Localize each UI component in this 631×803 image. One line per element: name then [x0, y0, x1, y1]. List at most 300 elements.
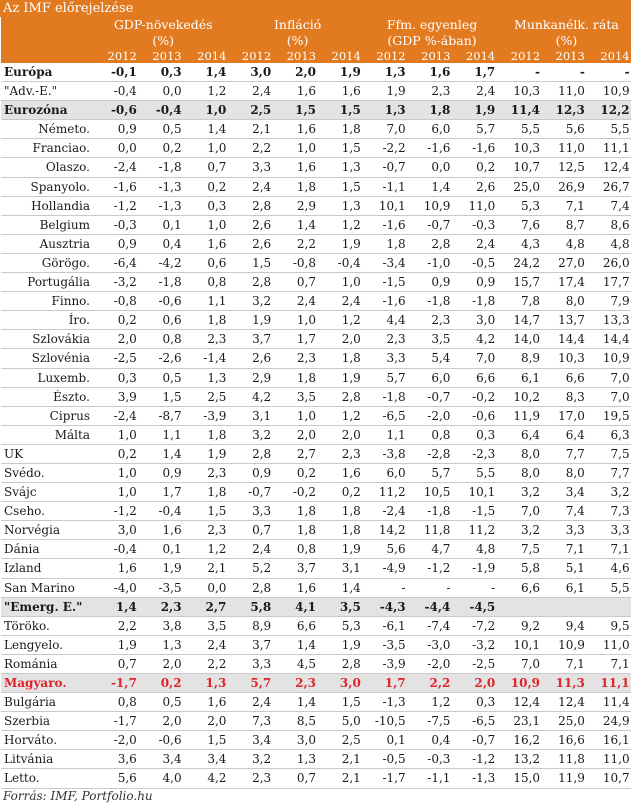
- value-cell: 1,2: [320, 311, 365, 330]
- value-cell: 4,3: [499, 234, 544, 253]
- table-row: [1, 769, 631, 788]
- row-label: Szlovénia: [1, 349, 96, 368]
- value-cell: 1,0: [186, 101, 231, 120]
- value-cell: 10,9: [410, 196, 455, 215]
- value-cell: 1,3: [141, 635, 186, 654]
- value-cell: 0,6: [186, 253, 231, 272]
- value-cell: 3,7: [230, 330, 275, 349]
- table-row: [1, 750, 631, 769]
- value-cell: 2,3: [410, 82, 455, 101]
- value-cell: -0,4: [141, 502, 186, 521]
- value-cell: 2,1: [320, 750, 365, 769]
- table-row: [1, 120, 631, 139]
- value-cell: 2,3: [186, 463, 231, 482]
- value-cell: 12,4: [499, 693, 544, 712]
- value-cell: 1,4: [320, 578, 365, 597]
- value-cell: 14,0: [499, 330, 544, 349]
- value-cell: 19,5: [589, 406, 631, 425]
- value-cell: -1,8: [141, 273, 186, 292]
- value-cell: [544, 597, 589, 616]
- value-cell: -1,8: [141, 158, 186, 177]
- value-cell: 26,0: [589, 253, 631, 272]
- value-cell: 1,3: [275, 750, 320, 769]
- value-cell: 2,6: [230, 234, 275, 253]
- value-cell: -6,5: [454, 712, 499, 731]
- value-cell: -: [544, 63, 589, 82]
- value-cell: 2,0: [320, 330, 365, 349]
- value-cell: 2,4: [320, 292, 365, 311]
- value-cell: -2,4: [365, 502, 410, 521]
- value-cell: 3,2: [499, 521, 544, 540]
- value-cell: 2,4: [230, 177, 275, 196]
- value-cell: 17,4: [544, 273, 589, 292]
- value-cell: 1,4: [141, 444, 186, 463]
- value-cell: 2,0: [320, 425, 365, 444]
- value-cell: 10,7: [499, 158, 544, 177]
- value-cell: -0,3: [454, 215, 499, 234]
- value-cell: 7,5: [499, 540, 544, 559]
- value-cell: 0,1: [365, 731, 410, 750]
- value-cell: 1,8: [275, 177, 320, 196]
- value-cell: 0,8: [275, 540, 320, 559]
- value-cell: -1,8: [365, 387, 410, 406]
- value-cell: 2,8: [320, 654, 365, 673]
- value-cell: 0,0: [186, 578, 231, 597]
- value-cell: -10,5: [365, 712, 410, 731]
- value-cell: 0,0: [410, 158, 455, 177]
- group-header-line: Infláció: [273, 17, 322, 32]
- value-cell: 9,5: [589, 616, 631, 635]
- value-cell: 3,0: [96, 521, 141, 540]
- value-cell: -2,8: [410, 444, 455, 463]
- value-cell: 1,0: [186, 215, 231, 234]
- value-cell: -1,3: [141, 177, 186, 196]
- year-header: 2014: [589, 49, 631, 63]
- value-cell: 4,2: [186, 769, 231, 788]
- value-cell: -7,5: [410, 712, 455, 731]
- value-cell: 16,6: [544, 731, 589, 750]
- value-cell: 1,9: [186, 444, 231, 463]
- value-cell: 1,4: [186, 63, 231, 82]
- value-cell: 2,2: [186, 654, 231, 673]
- value-cell: 1,3: [186, 368, 231, 387]
- value-cell: -3,2: [96, 273, 141, 292]
- value-cell: 5,7: [365, 368, 410, 387]
- value-cell: 4,0: [141, 769, 186, 788]
- value-cell: 14,4: [589, 330, 631, 349]
- value-cell: 0,8: [410, 425, 455, 444]
- value-cell: 10,9: [589, 349, 631, 368]
- value-cell: 2,6: [454, 177, 499, 196]
- value-cell: -0,4: [96, 82, 141, 101]
- value-cell: 2,9: [230, 368, 275, 387]
- value-cell: 8,3: [544, 387, 589, 406]
- value-cell: 1,9: [320, 635, 365, 654]
- value-cell: 11,0: [589, 750, 631, 769]
- value-cell: 1,2: [186, 82, 231, 101]
- value-cell: -1,6: [365, 292, 410, 311]
- value-cell: -2,5: [96, 349, 141, 368]
- value-cell: -0,8: [96, 292, 141, 311]
- value-cell: 0,8: [186, 273, 231, 292]
- value-cell: -1,2: [96, 502, 141, 521]
- value-cell: 1,5: [320, 177, 365, 196]
- value-cell: 3,3: [544, 521, 589, 540]
- value-cell: 11,3: [544, 674, 589, 693]
- value-cell: 1,8: [320, 349, 365, 368]
- value-cell: 10,1: [499, 635, 544, 654]
- value-cell: 10,1: [365, 196, 410, 215]
- value-cell: 11,9: [499, 406, 544, 425]
- value-cell: -3,9: [186, 406, 231, 425]
- group-header-row: [1, 17, 631, 49]
- value-cell: -0,3: [410, 750, 455, 769]
- value-cell: 7,0: [589, 387, 631, 406]
- value-cell: 3,3: [230, 158, 275, 177]
- value-cell: 4,6: [589, 559, 631, 578]
- row-label: Letto.: [1, 769, 96, 788]
- value-cell: 2,4: [230, 693, 275, 712]
- value-cell: 11,4: [589, 693, 631, 712]
- value-cell: -3,9: [365, 654, 410, 673]
- row-label: Szerbia: [1, 712, 96, 731]
- table-row: [1, 292, 631, 311]
- table-row: [1, 635, 631, 654]
- row-label: "Adv.-E.": [1, 82, 96, 101]
- group-header-gdp: [96, 17, 230, 49]
- value-cell: 6,6: [544, 368, 589, 387]
- row-label: Töröko.: [1, 616, 96, 635]
- value-cell: 2,3: [365, 330, 410, 349]
- year-header: 2014: [454, 49, 499, 63]
- year-header: 2013: [141, 49, 186, 63]
- value-cell: -1,4: [186, 349, 231, 368]
- row-label: Cseho.: [1, 502, 96, 521]
- value-cell: 2,8: [410, 234, 455, 253]
- value-cell: 24,9: [589, 712, 631, 731]
- value-cell: -1,0: [410, 253, 455, 272]
- value-cell: -8,7: [141, 406, 186, 425]
- value-cell: -1,5: [365, 273, 410, 292]
- value-cell: -: [589, 63, 631, 82]
- value-cell: 2,8: [320, 387, 365, 406]
- value-cell: 7,0: [365, 120, 410, 139]
- table-row: [1, 311, 631, 330]
- row-label: Portugália: [1, 273, 96, 292]
- value-cell: -6,4: [96, 253, 141, 272]
- value-cell: 9,4: [544, 616, 589, 635]
- value-cell: 3,2: [589, 483, 631, 502]
- value-cell: 13,3: [589, 311, 631, 330]
- year-header: 2013: [410, 49, 455, 63]
- value-cell: 1,6: [275, 578, 320, 597]
- value-cell: 1,0: [96, 483, 141, 502]
- value-cell: 13,2: [499, 750, 544, 769]
- row-label: Belgium: [1, 215, 96, 234]
- value-cell: 2,2: [230, 139, 275, 158]
- value-cell: 10,7: [589, 769, 631, 788]
- value-cell: 0,5: [141, 120, 186, 139]
- row-label: Litvánia: [1, 750, 96, 769]
- value-cell: 6,6: [275, 616, 320, 635]
- group-header-line: Munkanélk. ráta: [514, 17, 619, 32]
- value-cell: 3,5: [410, 330, 455, 349]
- value-cell: 13,7: [544, 311, 589, 330]
- table-row: [1, 463, 631, 482]
- value-cell: 11,0: [544, 82, 589, 101]
- value-cell: 1,9: [320, 540, 365, 559]
- value-cell: 14,4: [544, 330, 589, 349]
- value-cell: 7,3: [230, 712, 275, 731]
- value-cell: 0,9: [230, 463, 275, 482]
- value-cell: 1,5: [186, 731, 231, 750]
- value-cell: 2,6: [230, 349, 275, 368]
- value-cell: 1,7: [365, 674, 410, 693]
- value-cell: -2,0: [410, 654, 455, 673]
- table-row: [1, 540, 631, 559]
- value-cell: 1,4: [96, 597, 141, 616]
- value-cell: 2,0: [141, 712, 186, 731]
- row-label: Svédo.: [1, 463, 96, 482]
- value-cell: 0,4: [410, 731, 455, 750]
- value-cell: -0,6: [141, 731, 186, 750]
- table-row: [1, 349, 631, 368]
- value-cell: 2,4: [230, 540, 275, 559]
- value-cell: -0,4: [96, 540, 141, 559]
- row-label: Málta: [1, 425, 96, 444]
- value-cell: 1,9: [365, 82, 410, 101]
- value-cell: -3,5: [141, 578, 186, 597]
- table-row: [1, 502, 631, 521]
- value-cell: 5,7: [410, 463, 455, 482]
- row-label: Dánia: [1, 540, 96, 559]
- row-label: UK: [1, 444, 96, 463]
- value-cell: 14,7: [499, 311, 544, 330]
- value-cell: 12,5: [544, 158, 589, 177]
- value-cell: 2,0: [186, 712, 231, 731]
- table-row: [1, 712, 631, 731]
- value-cell: 1,4: [275, 635, 320, 654]
- value-cell: 11,4: [499, 101, 544, 120]
- value-cell: -4,4: [410, 597, 455, 616]
- value-cell: 11,0: [544, 139, 589, 158]
- value-cell: -2,4: [96, 158, 141, 177]
- value-cell: 2,8: [230, 444, 275, 463]
- row-label: Izland: [1, 559, 96, 578]
- value-cell: 7,1: [544, 196, 589, 215]
- value-cell: 2,3: [410, 311, 455, 330]
- value-cell: 16,2: [499, 731, 544, 750]
- value-cell: 10,1: [454, 483, 499, 502]
- value-cell: 6,4: [544, 425, 589, 444]
- value-cell: 1,4: [410, 177, 455, 196]
- value-cell: 3,9: [96, 387, 141, 406]
- year-header: 2014: [320, 49, 365, 63]
- value-cell: -1,7: [96, 674, 141, 693]
- value-cell: 11,2: [454, 521, 499, 540]
- value-cell: -: [499, 63, 544, 82]
- value-cell: 11,0: [589, 635, 631, 654]
- value-cell: 7,1: [544, 654, 589, 673]
- value-cell: 0,9: [96, 234, 141, 253]
- value-cell: -3,5: [365, 635, 410, 654]
- value-cell: -0,4: [141, 101, 186, 120]
- value-cell: 26,7: [589, 177, 631, 196]
- value-cell: 2,0: [96, 330, 141, 349]
- value-cell: 17,0: [544, 406, 589, 425]
- value-cell: 9,2: [499, 616, 544, 635]
- value-cell: 0,0: [96, 139, 141, 158]
- value-cell: 2,2: [275, 234, 320, 253]
- value-cell: 0,7: [275, 273, 320, 292]
- value-cell: [499, 597, 544, 616]
- value-cell: 12,3: [544, 101, 589, 120]
- year-header-blank: [1, 49, 96, 63]
- value-cell: 1,1: [141, 425, 186, 444]
- value-cell: 7,4: [589, 196, 631, 215]
- table-row: [1, 82, 631, 101]
- value-cell: [589, 597, 631, 616]
- row-label: Norvégia: [1, 521, 96, 540]
- value-cell: 0,7: [275, 769, 320, 788]
- value-cell: 2,8: [230, 196, 275, 215]
- value-cell: 1,9: [454, 101, 499, 120]
- value-cell: 11,1: [589, 674, 631, 693]
- value-cell: 2,3: [275, 349, 320, 368]
- value-cell: -0,4: [320, 253, 365, 272]
- value-cell: 0,7: [230, 521, 275, 540]
- row-label: Szlovákia: [1, 330, 96, 349]
- value-cell: 3,4: [186, 750, 231, 769]
- table-row: [1, 368, 631, 387]
- value-cell: 5,2: [230, 559, 275, 578]
- value-cell: -0,2: [275, 483, 320, 502]
- value-cell: 5,6: [96, 769, 141, 788]
- value-cell: 1,4: [275, 215, 320, 234]
- row-label: Horváto.: [1, 731, 96, 750]
- value-cell: 2,5: [230, 101, 275, 120]
- value-cell: 4,1: [275, 597, 320, 616]
- value-cell: 1,0: [275, 139, 320, 158]
- value-cell: 1,5: [230, 253, 275, 272]
- value-cell: 3,4: [141, 750, 186, 769]
- table-row: [1, 616, 631, 635]
- value-cell: 0,2: [141, 674, 186, 693]
- value-cell: 5,5: [499, 120, 544, 139]
- value-cell: 5,8: [499, 559, 544, 578]
- value-cell: 0,3: [454, 425, 499, 444]
- value-cell: -4,2: [141, 253, 186, 272]
- value-cell: 0,2: [96, 311, 141, 330]
- value-cell: 27,0: [544, 253, 589, 272]
- table-row: [1, 234, 631, 253]
- group-header-line: GDP-növekedés: [113, 17, 213, 32]
- row-label: Görögo.: [1, 253, 96, 272]
- value-cell: 2,3: [320, 444, 365, 463]
- value-cell: 7,8: [499, 292, 544, 311]
- value-cell: 1,8: [320, 120, 365, 139]
- value-cell: -0,6: [454, 406, 499, 425]
- value-cell: -: [365, 578, 410, 597]
- value-cell: 2,2: [96, 616, 141, 635]
- value-cell: 0,6: [141, 311, 186, 330]
- value-cell: 3,1: [230, 406, 275, 425]
- value-cell: 1,6: [96, 559, 141, 578]
- value-cell: 1,9: [320, 368, 365, 387]
- year-header: 2012: [230, 49, 275, 63]
- value-cell: 1,5: [320, 139, 365, 158]
- row-label: Hollandia: [1, 196, 96, 215]
- value-cell: -1,6: [365, 215, 410, 234]
- table-row: [1, 139, 631, 158]
- value-cell: 10,2: [499, 387, 544, 406]
- value-cell: 1,6: [186, 234, 231, 253]
- value-cell: 1,6: [320, 463, 365, 482]
- value-cell: 1,8: [186, 483, 231, 502]
- value-cell: -2,0: [96, 731, 141, 750]
- value-cell: 16,1: [589, 731, 631, 750]
- value-cell: 0,1: [141, 215, 186, 234]
- value-cell: 1,6: [320, 82, 365, 101]
- value-cell: -4,0: [96, 578, 141, 597]
- value-cell: 0,9: [96, 120, 141, 139]
- value-cell: 1,8: [186, 311, 231, 330]
- value-cell: -3,4: [365, 253, 410, 272]
- value-cell: 10,9: [544, 635, 589, 654]
- year-header: 2012: [365, 49, 410, 63]
- value-cell: 3,6: [96, 750, 141, 769]
- value-cell: 0,2: [96, 444, 141, 463]
- value-cell: 3,5: [320, 597, 365, 616]
- value-cell: 5,6: [544, 120, 589, 139]
- value-cell: 0,3: [96, 368, 141, 387]
- value-cell: 2,4: [454, 82, 499, 101]
- value-cell: 12,2: [589, 101, 631, 120]
- group-header-line: (%): [286, 33, 309, 48]
- value-cell: 1,8: [275, 368, 320, 387]
- forecast-table: [1, 17, 631, 789]
- value-cell: -2,3: [454, 444, 499, 463]
- value-cell: 1,5: [141, 387, 186, 406]
- value-cell: 8,0: [544, 292, 589, 311]
- year-header: 2014: [186, 49, 231, 63]
- value-cell: -7,2: [454, 616, 499, 635]
- value-cell: 2,9: [275, 196, 320, 215]
- value-cell: -0,7: [410, 387, 455, 406]
- value-cell: 1,8: [320, 502, 365, 521]
- value-cell: 0,9: [454, 273, 499, 292]
- value-cell: 2,0: [141, 654, 186, 673]
- value-cell: 3,2: [230, 750, 275, 769]
- value-cell: 6,1: [544, 578, 589, 597]
- value-cell: 15,0: [499, 769, 544, 788]
- value-cell: -0,7: [410, 215, 455, 234]
- value-cell: 15,7: [499, 273, 544, 292]
- value-cell: 1,9: [96, 635, 141, 654]
- value-cell: 2,1: [320, 769, 365, 788]
- value-cell: -1,1: [410, 769, 455, 788]
- table-row: [1, 177, 631, 196]
- value-cell: 5,4: [410, 349, 455, 368]
- value-cell: 2,5: [320, 731, 365, 750]
- value-cell: 1,4: [275, 693, 320, 712]
- value-cell: 2,3: [275, 674, 320, 693]
- value-cell: 2,8: [230, 578, 275, 597]
- value-cell: -: [454, 578, 499, 597]
- value-cell: 1,5: [320, 101, 365, 120]
- value-cell: 3,0: [320, 674, 365, 693]
- value-cell: 2,4: [186, 635, 231, 654]
